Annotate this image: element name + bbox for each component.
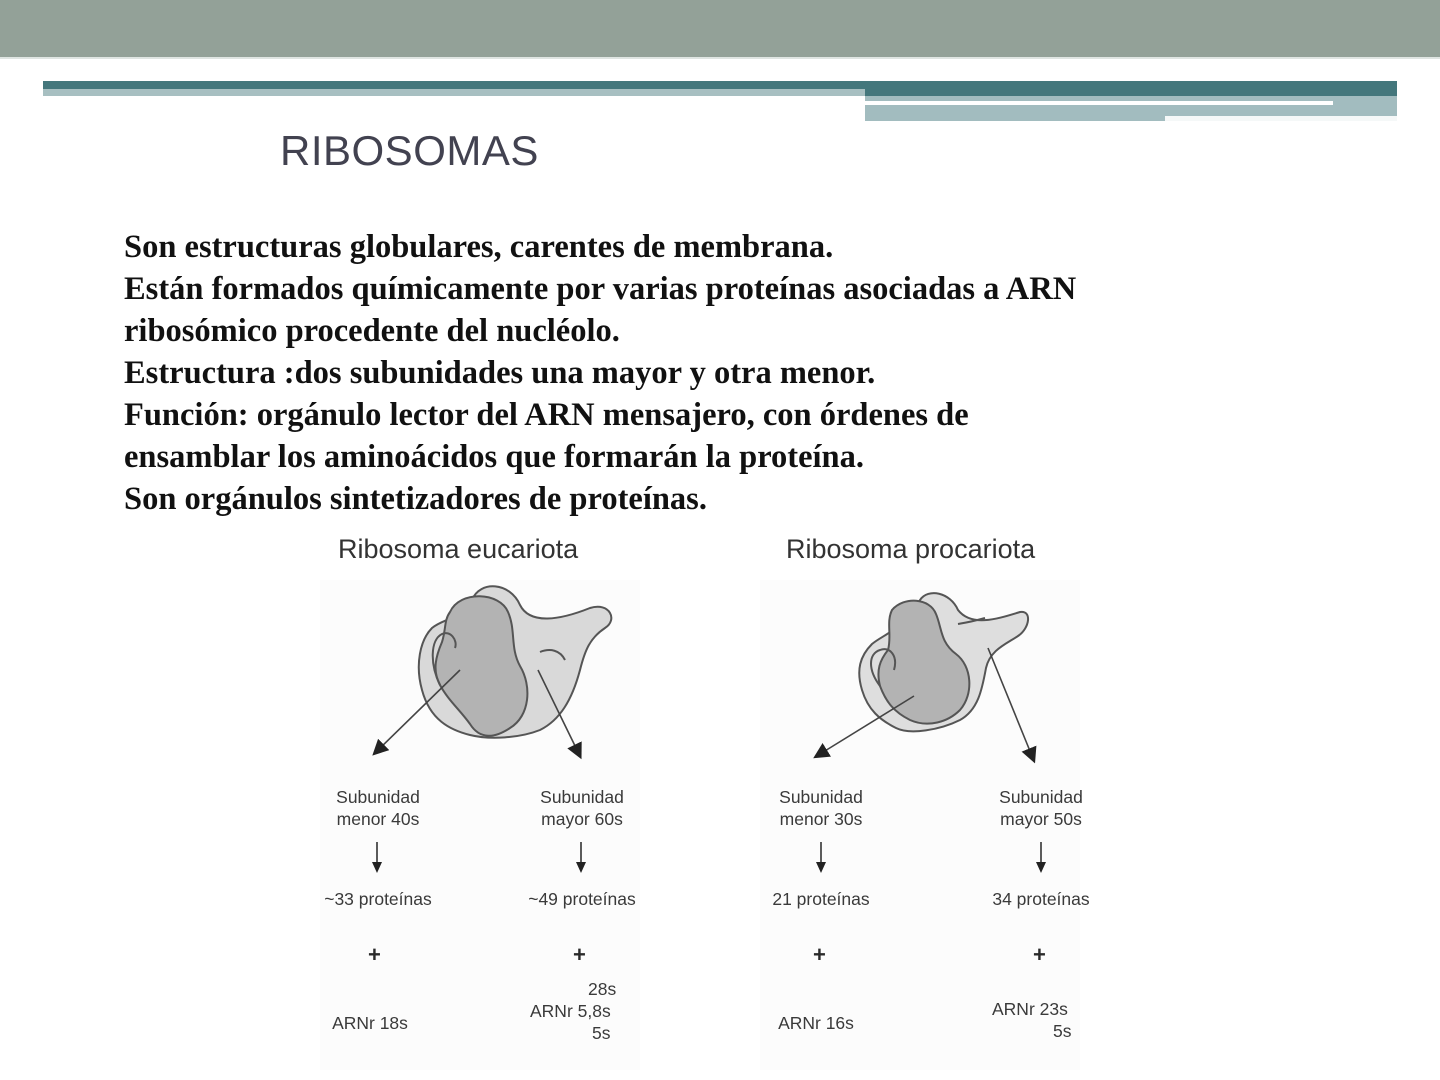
label-line: mayor 50s — [1000, 809, 1082, 829]
body-line: Estructura :dos subunidades una mayor y otra menor. — [124, 355, 876, 391]
prokaryote-small-subunit-label — [761, 786, 881, 830]
header-rule-dark-right — [865, 81, 1397, 96]
label-line: menor 40s — [336, 809, 420, 829]
eukaryote-ribosome-icon — [360, 570, 650, 770]
plus-sign: + — [813, 942, 826, 967]
slide-body — [124, 226, 1374, 520]
plus-sign: + — [573, 942, 586, 967]
prokaryote-ribosome-icon — [810, 570, 1100, 770]
body-line: ensamblar los aminoácidos que formarán la proteína. — [124, 439, 865, 475]
prokaryote-small-proteins: 21 proteínas — [772, 889, 870, 909]
label-line: mayor 60s — [541, 809, 623, 829]
arrow-down-icon — [574, 842, 588, 874]
header-rule-dark-left — [43, 81, 865, 89]
prokaryote-large-rna-23s: ARNr 23s — [992, 999, 1068, 1019]
prokaryote-large-subunit-label — [981, 786, 1101, 830]
plus-sign: + — [368, 942, 381, 967]
prokaryote-small-rna: ARNr 16s — [778, 1013, 854, 1033]
body-line: Función: orgánulo lector del ARN mensajero, con órdenes de — [124, 397, 969, 433]
body-line: ribosómico procedente del nucléolo. — [124, 313, 620, 349]
eukaryote-large-rna-28s: 28s — [588, 979, 617, 999]
eukaryote-small-subunit-label — [318, 786, 438, 830]
prokaryote-title: Ribosoma procariota — [786, 534, 1036, 564]
label-line: Subunidad — [999, 787, 1083, 807]
top-banner — [0, 0, 1440, 57]
label-line: menor 30s — [779, 809, 863, 829]
label-line: Subunidad — [540, 787, 624, 807]
body-line: Son orgánulos sintetizadores de proteínas. — [124, 481, 707, 517]
eukaryote-large-proteins: ~49 proteínas — [528, 889, 636, 909]
header-rule-highlight — [865, 101, 1333, 105]
label-line: Subunidad — [779, 787, 863, 807]
body-line: Son estructuras globulares, carentes de membrana. — [124, 229, 834, 265]
eukaryote-small-rna: ARNr 18s — [332, 1013, 408, 1033]
prokaryote-large-rna-5s: 5s — [1053, 1021, 1072, 1041]
eukaryote-title: Ribosoma eucariota — [338, 534, 579, 564]
header-rule-highlight-lower — [1165, 116, 1397, 121]
ribosome-diagram — [300, 530, 1120, 1070]
header-rule-light-left — [43, 89, 865, 96]
label-line: Subunidad — [336, 787, 420, 807]
body-line: Están formados químicamente por varias proteínas asociadas a ARN — [124, 271, 1077, 307]
plus-sign: + — [1033, 942, 1046, 967]
arrow-down-icon — [370, 842, 384, 874]
eukaryote-small-proteins: ~33 proteínas — [324, 889, 432, 909]
arrow-down-icon — [1034, 842, 1048, 874]
eukaryote-large-rna-58s: ARNr 5,8s — [530, 1001, 611, 1021]
arrow-down-icon — [814, 842, 828, 874]
top-banner-edge — [0, 57, 1440, 59]
slide-title: RIBOSOMAS — [280, 127, 539, 174]
eukaryote-large-subunit-label — [522, 786, 642, 830]
eukaryote-large-rna-5s: 5s — [592, 1023, 611, 1043]
prokaryote-large-proteins: 34 proteínas — [992, 889, 1090, 909]
